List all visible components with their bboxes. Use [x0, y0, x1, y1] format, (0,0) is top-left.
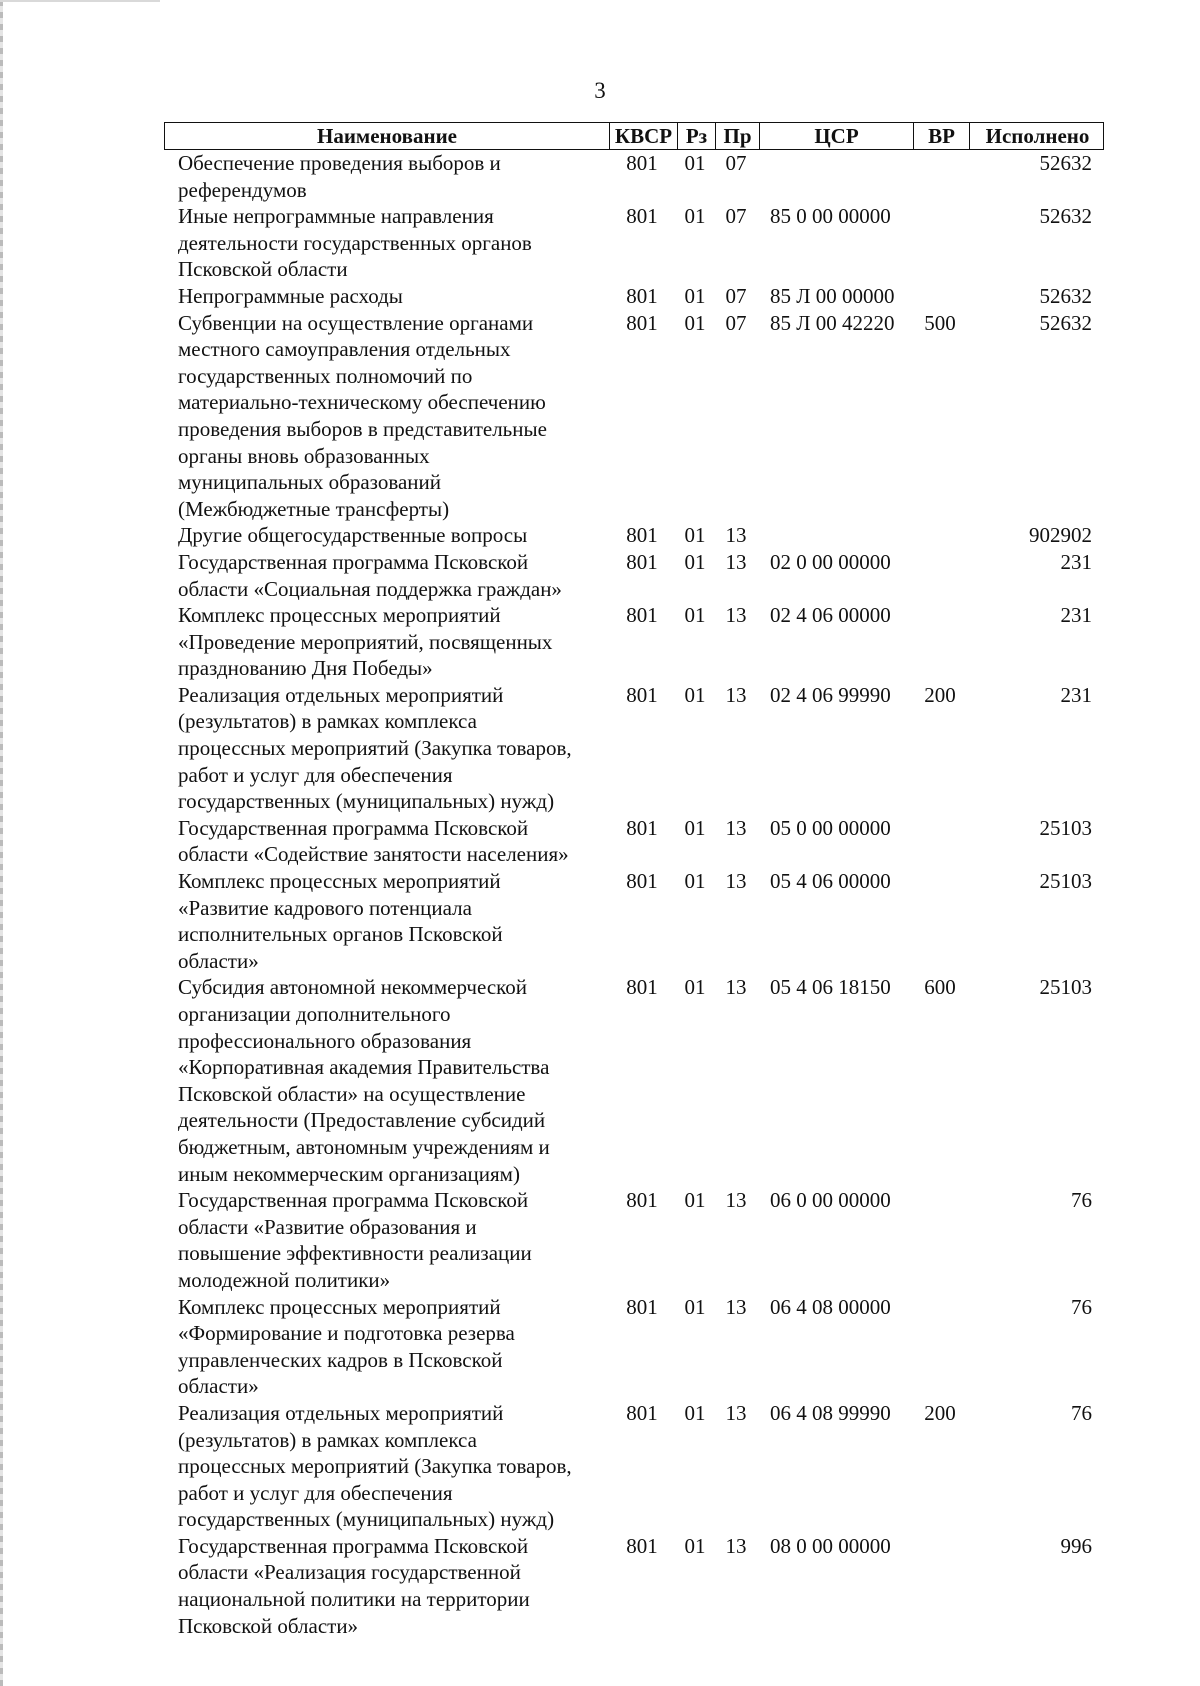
row-csr: 05 4 06 18150: [770, 975, 891, 1000]
row-vr: [912, 815, 968, 868]
row-csr: 08 0 00 00000: [770, 1533, 891, 1558]
header-name: Наименование: [317, 124, 457, 148]
row-kvsr: 801: [626, 523, 658, 548]
row-name-line: (результатов) в рамках комплекса: [178, 709, 477, 734]
row-csr: 02 4 06 99990: [770, 682, 891, 707]
scan-edge: [0, 0, 3, 1686]
table-row: [164, 150, 1104, 203]
row-name: [164, 1400, 608, 1533]
row-rz: 01: [684, 1294, 706, 1319]
table-row: [164, 203, 1104, 283]
row-name-line: Государственная программа Псковской: [178, 1533, 529, 1558]
table-row: [164, 602, 1104, 682]
row-done: 52632: [1039, 283, 1092, 308]
row-rz: 01: [684, 682, 706, 707]
header-rz: Рз: [677, 123, 715, 149]
row-name-line: «Развитие кадрового потенциала: [178, 895, 472, 920]
row-name-line: бюджетным, автономным учреждениям и: [178, 1134, 550, 1159]
table-row: [164, 815, 1104, 868]
row-vr: 500: [924, 310, 956, 335]
row-name-line: Субвенции на осуществление органами: [178, 310, 534, 335]
row-name-line: иным некоммерческим организациям): [178, 1161, 520, 1186]
row-pr: 13: [725, 523, 747, 548]
row-csr: 05 0 00 00000: [770, 815, 891, 840]
row-rz: 01: [684, 975, 706, 1000]
row-name-line: «Корпоративная академия Правительства: [178, 1055, 550, 1080]
table-row: [164, 522, 1104, 549]
row-vr: [912, 283, 968, 310]
row-kvsr: 801: [626, 1533, 658, 1558]
row-pr: 07: [725, 151, 747, 175]
row-name-line: области»: [178, 948, 259, 973]
table-row: [164, 549, 1104, 602]
row-rz: 01: [684, 815, 706, 840]
row-name: [164, 150, 608, 203]
row-vr: [912, 1187, 968, 1293]
row-name-line: Государственная программа Псковской: [178, 549, 529, 574]
row-csr: 06 4 08 00000: [770, 1294, 891, 1319]
row-name-line: Псковской области» на осуществление: [178, 1081, 526, 1106]
row-name-line: референдумов: [178, 177, 307, 202]
page-number: 3: [594, 78, 606, 103]
row-name-line: процессных мероприятий (Закупка товаров,: [178, 1454, 572, 1479]
row-name-line: Государственная программа Псковской: [178, 815, 529, 840]
row-csr: 06 4 08 99990: [770, 1400, 891, 1425]
table-header: [164, 122, 1104, 150]
row-name-line: организации дополнительного: [178, 1002, 451, 1026]
row-name-line: управленческих кадров в Псковской: [178, 1347, 503, 1372]
row-name-line: Комплекс процессных мероприятий: [178, 869, 501, 894]
row-csr: 85 Л 00 42220: [770, 310, 895, 335]
row-rz: 01: [684, 1533, 706, 1558]
row-rz: 01: [684, 310, 706, 335]
row-pr: 07: [725, 310, 747, 335]
row-done: 52632: [1039, 310, 1092, 335]
header-pr: Пр: [715, 123, 759, 149]
row-name-line: молодежной политики»: [178, 1267, 391, 1292]
row-name-line: деятельности государственных органов: [178, 230, 532, 255]
row-name-line: процессных мероприятий (Закупка товаров,: [178, 736, 572, 761]
row-name-line: Псковской области»: [178, 1613, 359, 1638]
row-name-line: Комплекс процессных мероприятий: [178, 603, 501, 628]
row-pr: 13: [725, 1533, 747, 1558]
row-name-line: области «Развитие образования и: [178, 1214, 477, 1239]
row-done: 25103: [1039, 815, 1092, 840]
row-kvsr: 801: [626, 310, 658, 335]
row-name-line: деятельности (Предоставление субсидий: [178, 1108, 546, 1133]
row-name-line: области «Содействие занятости населения»: [178, 842, 569, 867]
row-name-line: области «Социальная поддержка граждан»: [178, 576, 562, 601]
row-pr: 07: [725, 283, 747, 308]
table-body: [164, 150, 1104, 1639]
row-pr: 13: [725, 1400, 747, 1425]
row-name-line: материально-техническому обеспечению: [178, 390, 546, 415]
row-kvsr: 801: [626, 603, 658, 628]
row-name-line: муниципальных образований: [178, 470, 441, 495]
row-kvsr: 801: [626, 869, 658, 894]
row-name-line: органы вновь образованных: [178, 443, 430, 468]
row-name: [164, 868, 608, 974]
row-done: 996: [1060, 1533, 1092, 1558]
table-row: [164, 1294, 1104, 1400]
row-name-line: празднованию Дня Победы»: [178, 656, 433, 681]
row-pr: 13: [725, 815, 747, 840]
row-name-line: исполнительных органов Псковской: [178, 922, 503, 947]
row-name: [164, 974, 608, 1187]
row-done: 231: [1060, 603, 1092, 628]
row-done: 52632: [1039, 151, 1092, 175]
row-csr: [758, 522, 912, 549]
row-name-line: государственных (муниципальных) нужд): [178, 1507, 555, 1532]
row-kvsr: 801: [626, 682, 658, 707]
row-kvsr: 801: [626, 204, 658, 229]
row-name: [164, 602, 608, 682]
table-row: [164, 1400, 1104, 1533]
row-name-line: профессионального образования: [178, 1028, 472, 1053]
row-name-line: работ и услуг для обеспечения: [178, 762, 453, 787]
row-name-line: Субсидия автономной некоммерческой: [178, 975, 528, 1000]
row-name-line: (Межбюджетные трансферты): [178, 496, 450, 521]
row-rz: 01: [684, 549, 706, 574]
row-name: [164, 310, 608, 523]
table-row: [164, 682, 1104, 815]
row-name-line: Другие общегосударственные вопросы: [178, 523, 528, 548]
row-name-line: национальной политики на территории: [178, 1587, 530, 1612]
row-pr: 13: [725, 869, 747, 894]
row-csr: 02 4 06 00000: [770, 603, 891, 628]
header-csr: ЦСР: [759, 123, 913, 149]
row-name: [164, 1533, 608, 1639]
row-name-line: Псковской области: [178, 257, 348, 282]
row-name-line: Обеспечение проведения выборов и: [178, 151, 501, 175]
row-name-line: (результатов) в рамках комплекса: [178, 1427, 477, 1452]
row-pr: 13: [725, 975, 747, 1000]
header-vr: ВР: [913, 123, 969, 149]
row-done: 25103: [1039, 975, 1092, 1000]
row-pr: 07: [725, 204, 747, 229]
row-name-line: Государственная программа Псковской: [178, 1188, 529, 1213]
row-kvsr: 801: [626, 151, 658, 175]
row-name-line: местного самоуправления отдельных: [178, 337, 511, 362]
row-kvsr: 801: [626, 1294, 658, 1319]
row-done: 76: [1071, 1294, 1092, 1319]
row-done: 52632: [1039, 204, 1092, 229]
row-csr: 06 0 00 00000: [770, 1188, 891, 1213]
row-done: 25103: [1039, 869, 1092, 894]
header-kvsr: КВСР: [609, 123, 677, 149]
row-name: [164, 815, 608, 868]
table-row: [164, 868, 1104, 974]
row-vr: 200: [924, 1400, 956, 1425]
row-kvsr: 801: [626, 975, 658, 1000]
row-vr: [912, 522, 968, 549]
row-vr: [912, 602, 968, 682]
budget-table: [164, 122, 1104, 1639]
table-row: [164, 1533, 1104, 1639]
row-csr: 85 Л 00 00000: [770, 283, 895, 308]
table-row: [164, 310, 1104, 523]
row-vr: [912, 203, 968, 283]
row-name-line: «Проведение мероприятий, посвященных: [178, 629, 553, 654]
row-vr: [912, 549, 968, 602]
row-rz: 01: [684, 869, 706, 894]
row-name: [164, 549, 608, 602]
row-done: 76: [1071, 1400, 1092, 1425]
row-done: 231: [1060, 549, 1092, 574]
row-name-line: Иные непрограммные направления: [178, 204, 494, 229]
row-pr: 13: [725, 1188, 747, 1213]
row-csr: 05 4 06 00000: [770, 869, 891, 894]
row-pr: 13: [725, 1294, 747, 1319]
row-name-line: области»: [178, 1374, 259, 1399]
row-name: [164, 522, 608, 549]
row-name: [164, 682, 608, 815]
row-kvsr: 801: [626, 283, 658, 308]
row-name-line: государственных (муниципальных) нужд): [178, 789, 555, 814]
row-name-line: Комплекс процессных мероприятий: [178, 1294, 501, 1319]
row-kvsr: 801: [626, 1188, 658, 1213]
row-vr: [912, 150, 968, 203]
row-rz: 01: [684, 151, 706, 175]
row-kvsr: 801: [626, 815, 658, 840]
row-vr: [912, 1533, 968, 1639]
table-row: [164, 283, 1104, 310]
row-kvsr: 801: [626, 549, 658, 574]
row-name-line: повышение эффективности реализации: [178, 1241, 532, 1266]
header-done: Исполнено: [969, 123, 1105, 149]
row-pr: 13: [725, 603, 747, 628]
row-rz: 01: [684, 204, 706, 229]
row-name-line: «Формирование и подготовка резерва: [178, 1321, 515, 1346]
row-vr: [912, 868, 968, 974]
scan-edge-top: [0, 0, 160, 2]
row-rz: 01: [684, 603, 706, 628]
row-name: [164, 1187, 608, 1293]
row-name-line: проведения выборов в представительные: [178, 416, 547, 441]
row-done: 902902: [1029, 523, 1092, 548]
row-pr: 13: [725, 682, 747, 707]
row-vr: 200: [924, 682, 956, 707]
row-name-line: области «Реализация государственной: [178, 1560, 521, 1585]
row-name: [164, 203, 608, 283]
row-done: 231: [1060, 682, 1092, 707]
row-name-line: работ и услуг для обеспечения: [178, 1480, 453, 1505]
row-vr: [912, 1294, 968, 1400]
row-rz: 01: [684, 1188, 706, 1213]
table-row: [164, 974, 1104, 1187]
row-rz: 01: [684, 283, 706, 308]
row-name: [164, 1294, 608, 1400]
row-name-line: Непрограммные расходы: [178, 283, 403, 308]
row-name-line: государственных полномочий по: [178, 363, 473, 388]
row-rz: 01: [684, 523, 706, 548]
row-csr: 85 0 00 00000: [770, 204, 891, 229]
row-vr: 600: [924, 975, 956, 1000]
row-done: 76: [1071, 1188, 1092, 1213]
row-csr: 02 0 00 00000: [770, 549, 891, 574]
row-csr: [758, 150, 912, 203]
row-name: [164, 283, 608, 310]
row-name-line: Реализация отдельных мероприятий: [178, 682, 504, 707]
row-rz: 01: [684, 1400, 706, 1425]
table-row: [164, 1187, 1104, 1293]
row-pr: 13: [725, 549, 747, 574]
row-kvsr: 801: [626, 1400, 658, 1425]
row-name-line: Реализация отдельных мероприятий: [178, 1400, 504, 1425]
